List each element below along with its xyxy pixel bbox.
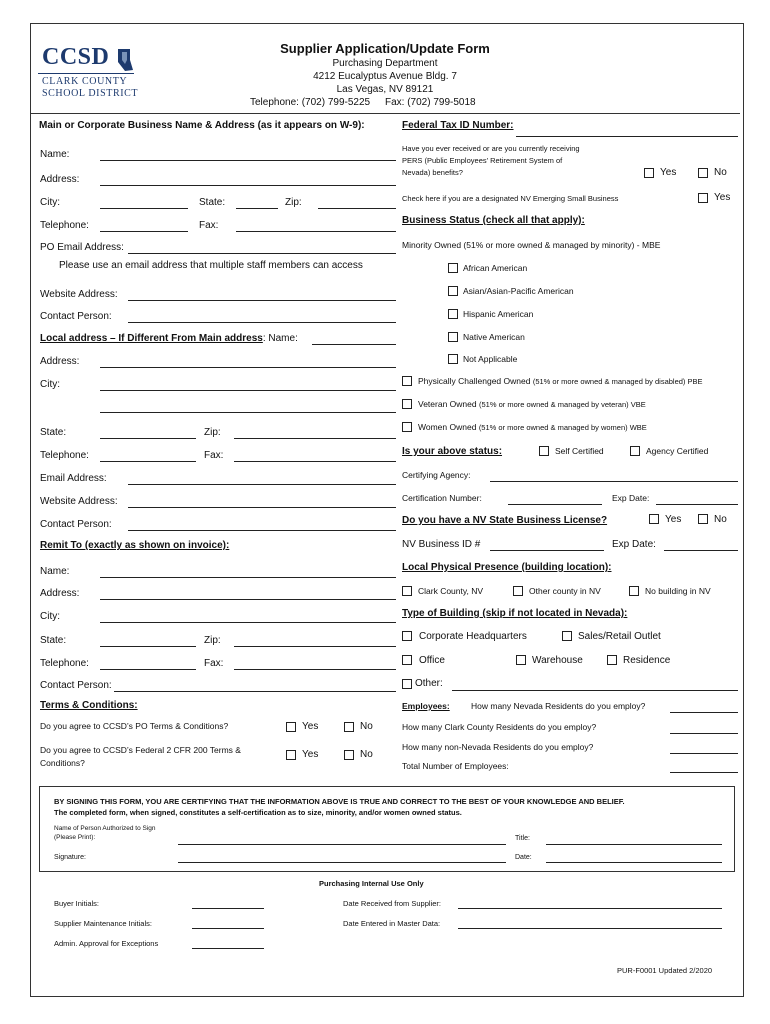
admin-approval-field[interactable]: [192, 948, 264, 949]
authorized-name-field[interactable]: [178, 844, 506, 845]
warehouse-checkbox[interactable]: [516, 655, 526, 665]
buyer-initials-label: Buyer Initials:: [54, 899, 100, 908]
po-email-note: Please use an email address that multiple staff members can access: [59, 260, 363, 271]
employees-total-field[interactable]: [670, 772, 738, 773]
local-fax-field[interactable]: [234, 461, 396, 462]
title-field[interactable]: [546, 844, 722, 845]
remit-fax-field[interactable]: [234, 669, 396, 670]
sign-date-field[interactable]: [546, 862, 722, 863]
header-divider: [30, 113, 740, 114]
dept-address-1: 4212 Eucalyptus Avenue Bldg. 7: [313, 71, 457, 82]
dept-telephone: Telephone: (702) 799-5225: [250, 97, 371, 108]
signature-field[interactable]: [178, 862, 506, 863]
remit-zip-label: Zip:: [204, 635, 221, 646]
certification-number-field[interactable]: [508, 504, 602, 505]
title-label: Title:: [515, 835, 530, 842]
date-received-field[interactable]: [458, 908, 722, 909]
office-label: Office: [419, 655, 445, 666]
agency-certified-checkbox[interactable]: [630, 446, 640, 456]
pers-text-2: PERS (Public Employees’ Retirement System of: [402, 156, 563, 165]
remit-state-field[interactable]: [100, 646, 196, 647]
terms-q1-yes-label: Yes: [302, 721, 319, 732]
internal-use-heading: Purchasing Internal Use Only: [319, 879, 424, 888]
local-address-label: Address:: [40, 356, 80, 367]
fax-field[interactable]: [236, 231, 396, 232]
terms-q2-no-label: No: [360, 749, 373, 760]
terms-q1-no-label: No: [360, 721, 373, 732]
local-email-field[interactable]: [128, 484, 396, 485]
employees-non-nv-question: How many non-Nevada Residents do you employ?: [402, 742, 594, 752]
corporate-hq-label: Corporate Headquarters: [419, 631, 527, 642]
no-building-checkbox[interactable]: [629, 586, 639, 596]
local-website-label: Website Address:: [40, 496, 118, 507]
license-question: Do you have a NV State Business License?: [402, 515, 608, 526]
zip-label: Zip:: [285, 197, 302, 208]
employees-heading: Employees:: [402, 701, 450, 711]
local-contact-field[interactable]: [128, 530, 396, 531]
remit-name-label: Name:: [40, 566, 70, 577]
pers-no-label: No: [714, 167, 727, 178]
telephone-field[interactable]: [100, 231, 188, 232]
local-city-field[interactable]: [100, 390, 396, 391]
local-city-label: City:: [40, 379, 60, 390]
local-address-heading: [40, 333, 298, 344]
native-american-checkbox[interactable]: [448, 332, 458, 342]
emerging-yes-checkbox[interactable]: [698, 193, 708, 203]
women-owned-label: [418, 422, 647, 432]
nv-business-id-label: NV Business ID #: [402, 539, 481, 550]
license-yes-label: Yes: [665, 514, 682, 525]
tax-id-field[interactable]: [516, 136, 738, 137]
cert-exp-date-label: Exp Date:: [612, 493, 650, 503]
veteran-owned-checkbox[interactable]: [402, 399, 412, 409]
building-type-heading: Type of Building (skip if not located in Nevada):: [402, 608, 628, 619]
buyer-initials-field[interactable]: [192, 908, 264, 909]
local-address-field[interactable]: [100, 367, 396, 368]
authorized-name-label-1: Name of Person Authorized to Sign: [54, 825, 156, 832]
terms-q1-yes-checkbox[interactable]: [286, 722, 296, 732]
asian-pacific-checkbox[interactable]: [448, 286, 458, 296]
local-heading-text: Local address – If Different From Main address: [40, 333, 263, 344]
logo-text: CCSD: [42, 44, 110, 70]
status-question: Is your above status:: [402, 446, 503, 457]
website-label: Website Address:: [40, 289, 118, 300]
local-state-field[interactable]: [100, 438, 196, 439]
po-email-field[interactable]: [128, 253, 396, 254]
local-zip-label: Zip:: [204, 427, 221, 438]
physical-presence-heading: Local Physical Presence (building location):: [402, 562, 612, 573]
pers-text-1: Have you ever received or are you currently receiving: [402, 144, 580, 153]
dept-fax: Fax: (702) 799-5018: [385, 97, 476, 108]
address-label: Address:: [40, 174, 80, 185]
remit-contact-field[interactable]: [114, 691, 396, 692]
local-website-field[interactable]: [128, 507, 396, 508]
agency-certified-label: Agency Certified: [646, 446, 709, 456]
employees-clark-question: How many Clark County Residents do you employ?: [402, 722, 597, 732]
license-exp-date-label: Exp Date:: [612, 539, 656, 550]
license-no-checkbox[interactable]: [698, 514, 708, 524]
employees-total-question: Total Number of Employees:: [402, 761, 509, 771]
pers-text-3: Nevada) benefits?: [402, 168, 463, 177]
local-state-label: State:: [40, 427, 67, 438]
local-telephone-label: Telephone:: [40, 450, 89, 461]
license-exp-date-field[interactable]: [664, 550, 738, 551]
remit-city-field[interactable]: [100, 622, 396, 623]
terms-heading: Terms & Conditions:: [40, 700, 138, 711]
certifying-agency-field[interactable]: [490, 481, 738, 482]
remit-telephone-label: Telephone:: [40, 658, 89, 669]
contact-label: Contact Person:: [40, 311, 112, 322]
other-building-label: Other:: [415, 678, 443, 689]
veteran-owned-label: [418, 399, 646, 409]
terms-q2-yes-checkbox[interactable]: [286, 750, 296, 760]
supplier-maintenance-field[interactable]: [192, 928, 264, 929]
page-title: Supplier Application/Update Form: [280, 41, 490, 56]
remit-state-label: State:: [40, 635, 67, 646]
certification-statement: BY SIGNING THIS FORM, YOU ARE CERTIFYING THAT THE INFORMATION ABOVE IS TRUE AND CORRECT TO THE BEST OF YOUR KNOWLEDGE AND BELIEF.: [54, 797, 625, 806]
self-certified-label: Self Certified: [555, 446, 604, 456]
corporate-hq-checkbox[interactable]: [402, 631, 412, 641]
authorized-name-label-2: (Please Print):: [54, 834, 96, 841]
pers-yes-label: Yes: [660, 167, 677, 178]
employees-nv-field[interactable]: [670, 712, 738, 713]
wom-main-text: Women Owned: [418, 422, 477, 432]
employees-nv-question: How many Nevada Residents do you employ?: [471, 701, 646, 711]
pers-yes-checkbox[interactable]: [644, 168, 654, 178]
name-label: Name:: [40, 149, 70, 160]
remit-address-label: Address:: [40, 588, 80, 599]
wom-detail-text: (51% or more owned & managed by women) WBE: [478, 423, 647, 432]
local-telephone-field[interactable]: [100, 461, 196, 462]
clark-county-label: Clark County, NV: [418, 586, 484, 596]
remit-name-field[interactable]: [100, 577, 396, 578]
supplier-maintenance-label: Supplier Maintenance Initials:: [54, 919, 152, 928]
form-id: PUR-F0001 Updated 2/2020: [617, 966, 713, 975]
pc-main-text: Physically Challenged Owned: [418, 376, 531, 386]
local-name-label: : Name:: [262, 333, 298, 344]
dept-name: Purchasing Department: [332, 58, 438, 69]
vet-main-text: Veteran Owned: [418, 399, 477, 409]
native-american-label: Native American: [463, 332, 525, 342]
certification-number-label: Certification Number:: [402, 493, 482, 503]
self-certified-checkbox[interactable]: [539, 446, 549, 456]
remit-contact-label: Contact Person:: [40, 680, 112, 691]
other-building-field[interactable]: [452, 690, 738, 691]
pc-detail-text: (51% or more owned & managed by disabled) PBE: [532, 377, 703, 386]
self-certification-note: The completed form, when signed, constitutes a self-certification as to size, minority, and/or women owned status.: [54, 808, 462, 817]
terms-q2-line2: Conditions?: [40, 758, 85, 768]
cert-exp-date-field[interactable]: [656, 504, 738, 505]
remit-city-label: City:: [40, 611, 60, 622]
local-contact-label: Contact Person:: [40, 519, 112, 530]
warehouse-label: Warehouse: [532, 655, 583, 666]
state-field[interactable]: [236, 208, 278, 209]
date-received-label: Date Received from Supplier:: [343, 899, 441, 908]
sales-retail-label: Sales/Retail Outlet: [578, 631, 661, 642]
address-field[interactable]: [100, 185, 396, 186]
local-fax-label: Fax:: [204, 450, 224, 461]
tax-id-heading: Federal Tax ID Number:: [402, 120, 514, 131]
license-yes-checkbox[interactable]: [649, 514, 659, 524]
terms-q2-no-checkbox[interactable]: [344, 750, 354, 760]
hispanic-american-checkbox[interactable]: [448, 309, 458, 319]
sign-date-label: Date:: [515, 854, 532, 861]
local-zip-field[interactable]: [234, 438, 396, 439]
dept-address-2: Las Vegas, NV 89121: [336, 84, 434, 95]
fax-label: Fax:: [199, 220, 219, 231]
remit-telephone-field[interactable]: [100, 669, 196, 670]
residence-label: Residence: [623, 655, 671, 666]
remit-fax-label: Fax:: [204, 658, 224, 669]
remit-zip-field[interactable]: [234, 646, 396, 647]
remit-heading: Remit To (exactly as shown on invoice):: [40, 540, 230, 551]
po-email-label: PO Email Address:: [40, 242, 124, 253]
license-no-label: No: [714, 514, 727, 525]
office-checkbox[interactable]: [402, 655, 412, 665]
zip-field[interactable]: [318, 208, 396, 209]
not-applicable-checkbox[interactable]: [448, 354, 458, 364]
terms-q2-line1: Do you agree to CCSD’s Federal 2 CFR 200 Terms &: [40, 745, 241, 755]
contact-field[interactable]: [128, 322, 396, 323]
website-field[interactable]: [128, 300, 396, 301]
date-entered-field[interactable]: [458, 928, 722, 929]
employees-non-nv-field[interactable]: [670, 753, 738, 754]
african-american-checkbox[interactable]: [448, 263, 458, 273]
city-label: City:: [40, 197, 60, 208]
main-address-heading: Main or Corporate Business Name & Address (as it appears on W-9):: [39, 120, 365, 131]
physically-challenged-label: [418, 376, 703, 386]
employees-clark-field[interactable]: [670, 733, 738, 734]
women-owned-checkbox[interactable]: [402, 422, 412, 432]
other-building-checkbox[interactable]: [402, 679, 412, 689]
city-field[interactable]: [100, 208, 188, 209]
logo-sub-2: SCHOOL DISTRICT: [42, 88, 139, 99]
local-name-field[interactable]: [312, 344, 396, 345]
physically-challenged-checkbox[interactable]: [402, 376, 412, 386]
minority-owned-text: Minority Owned (51% or more owned & managed by minority) - MBE: [402, 240, 661, 250]
clark-county-checkbox[interactable]: [402, 586, 412, 596]
name-field[interactable]: [100, 160, 396, 161]
date-entered-label: Date Entered in Master Data:: [343, 919, 441, 928]
signature-label: Signature:: [54, 854, 86, 861]
terms-q1: Do you agree to CCSD’s PO Terms & Conditions?: [40, 721, 229, 731]
vet-detail-text: (51% or more owned & managed by veteran) VBE: [478, 400, 646, 409]
hispanic-american-label: Hispanic American: [463, 309, 534, 319]
other-county-checkbox[interactable]: [513, 586, 523, 596]
admin-approval-label: Admin. Approval for Exceptions: [54, 939, 159, 948]
state-label: State:: [199, 197, 226, 208]
terms-q1-no-checkbox[interactable]: [344, 722, 354, 732]
residence-checkbox[interactable]: [607, 655, 617, 665]
not-applicable-label: Not Applicable: [463, 354, 518, 364]
emerging-business-text: Check here if you are a designated NV Emerging Small Business: [402, 194, 619, 203]
certifying-agency-label: Certifying Agency:: [402, 470, 471, 480]
telephone-label: Telephone:: [40, 220, 89, 231]
business-status-heading: Business Status (check all that apply):: [402, 215, 585, 226]
logo-sub-1: CLARK COUNTY: [42, 76, 128, 87]
terms-q2-yes-label: Yes: [302, 749, 319, 760]
emerging-yes-label: Yes: [714, 192, 731, 203]
other-county-label: Other county in NV: [529, 586, 601, 596]
sales-retail-checkbox[interactable]: [562, 631, 572, 641]
asian-pacific-label: Asian/Asian-Pacific American: [463, 286, 574, 296]
african-american-label: African American: [463, 263, 528, 273]
nv-business-id-field[interactable]: [490, 550, 604, 551]
local-email-label: Email Address:: [40, 473, 107, 484]
local-city-field-2[interactable]: [100, 412, 396, 413]
no-building-label: No building in NV: [645, 586, 711, 596]
pers-no-checkbox[interactable]: [698, 168, 708, 178]
remit-address-field[interactable]: [100, 599, 396, 600]
